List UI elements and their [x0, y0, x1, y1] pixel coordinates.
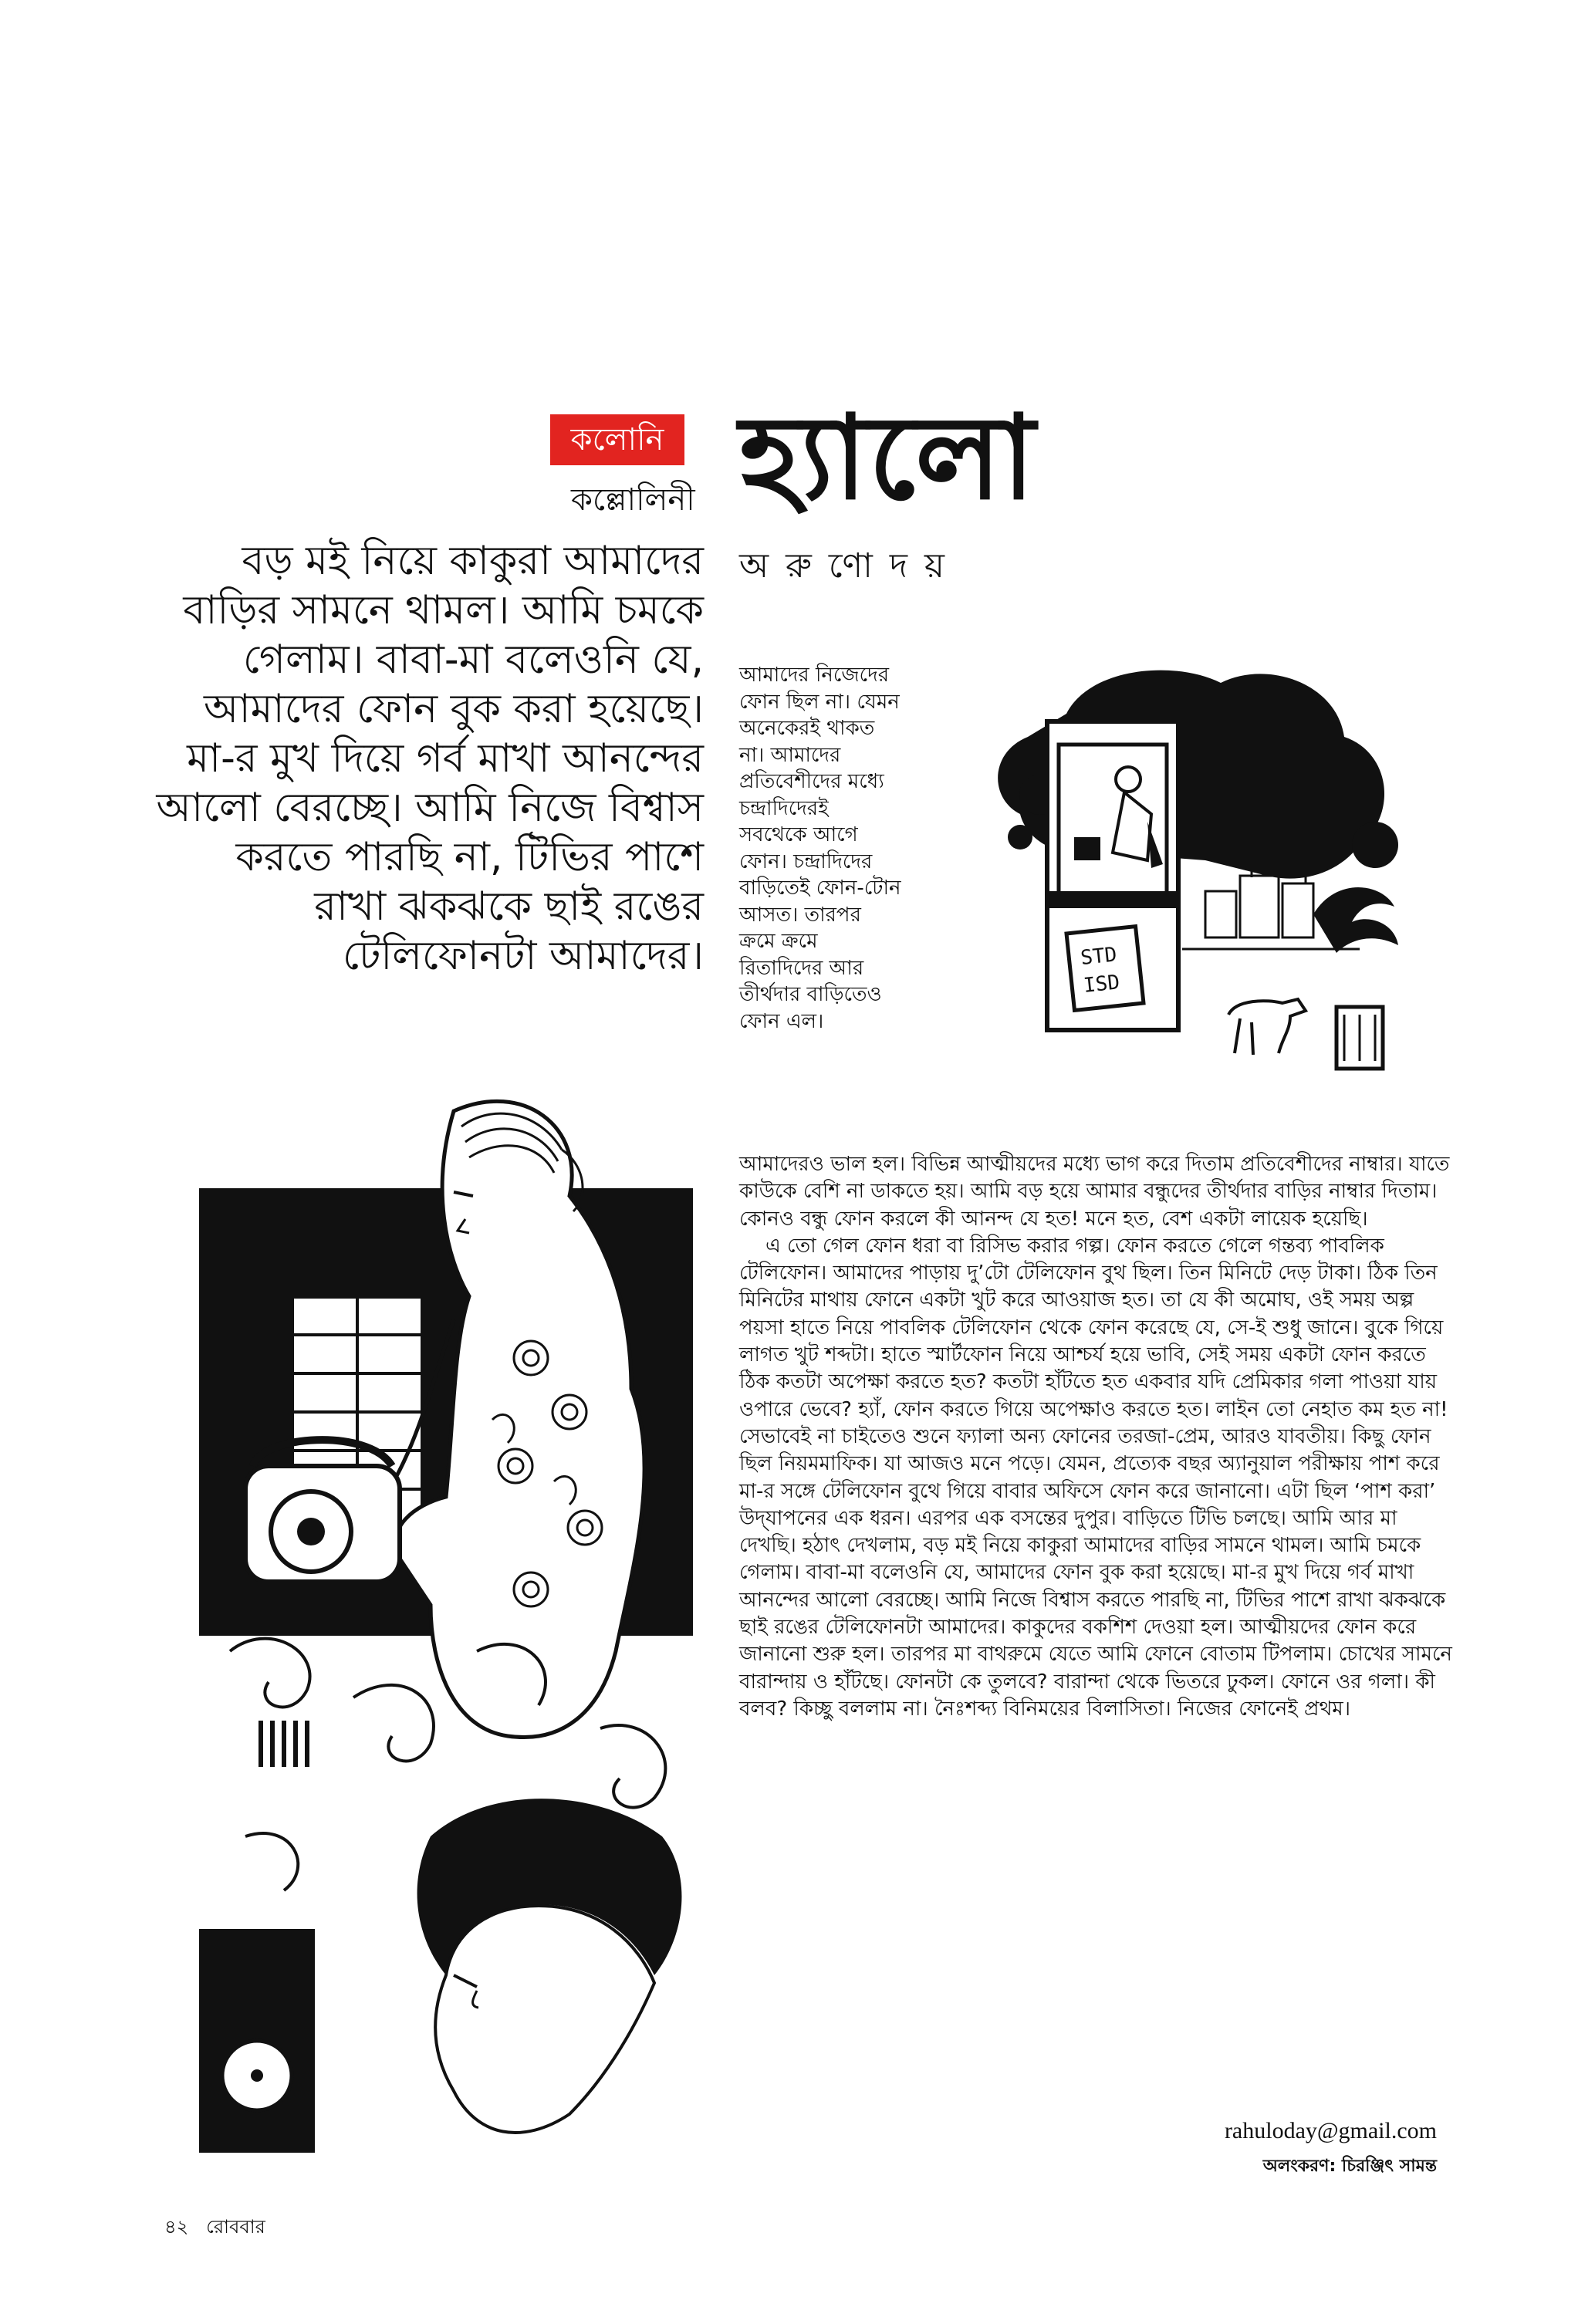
intro-line: রিতাদিদের আর [739, 956, 864, 980]
intro-line: চন্দ্রাদিদেরই [739, 796, 829, 820]
author-email[interactable]: rahuloday@gmail.com [1224, 2118, 1437, 2143]
page-footer [164, 2213, 265, 2244]
intro-line: সবথেকে আগে [739, 823, 858, 846]
booth-sign-std: STD [1079, 943, 1118, 971]
magazine-name: রোববার [206, 2216, 265, 2238]
column-badge: কলোনি [550, 414, 684, 465]
intro-text [739, 662, 971, 1035]
intro-line: বাড়িতেই ফোন-টোন [739, 877, 901, 900]
intro-line: ফোন এল। [739, 1009, 824, 1033]
phone-booth-illustration [974, 660, 1406, 1092]
intro-line: প্রতিবেশীদের মধ্যে [739, 770, 884, 793]
intro-line: তীর্থদার বাড়িতেও [739, 983, 882, 1006]
body-paragraph: এ তো গেল ফোন ধরা বা রিসিভ করার গল্প। ফোন করতে গেলে গন্তব্য পাবলিক টেলিফোন। আমাদের পাড়ায় দু’টো টেলিফোন বুথ ছিল। তিন মিনিটে দেড় টাকা। ঠিক তিন মিনিটের মাথায় ফোনে একটা খুট করে আওয়াজ হত। তা যে কী অমোঘ, ওই সময় অল্প পয়সা হাতে নিয়ে পাবলিক টেলিফোন থেকে ফোন করেছে যে, সে-ই শুধু জানে। বুকে গিয়ে লাগত খুট শব্দটা। হাতে স্মার্টফোন নিয়ে আশ্চর্য হয়ে ভাবি, সেই সময় একটা ফোন করতে ঠিক কতটা অপেক্ষা করতে হত? কতটা হাঁটতে হত একবার যদি প্রেমিকার গলা পাওয়া যায় ওপারে ভেবে? হ্যাঁ, ফোন করতে গিয়ে অপেক্ষাও করতে হত। লাইন তো নেহাত কম হত না! সেভাবেই না চাইতেও শুনে ফ্যালা অন্য ফোনের তরজা-প্রেম, আরও যাবতীয়। কিছু ফোন ছিল নিয়মমাফিক। যা আজও মনে পড়ে। যেমন, প্রত্যেক বছর অ্যানুয়াল পরীক্ষায় পাশ করে মা-র সঙ্গে টেলিফোন বুথে গিয়ে বাবার অফিসে ফোন করে জানানো। এটা ছিল ‘পাশ করা’ উদ্‌যাপনের এক ধরন। এরপর এক বসন্তের দুপুর। বাড়িতে টিভি চলছে। আমি আর মা দেখছি। হঠাৎ দেখলাম, বড় মই নিয়ে কাকুরা আমাদের বাড়ির সামনে থামল। আমি চমকে গেলাম। বাবা-মা বলেওনি যে, আমাদের ফোন বুক করা হয়েছে। মা-র মুখ দিয়ে গর্ব মাখা আনন্দের আলো বেরচ্ছে। আমি নিজে বিশ্বাস করতে পারছি না, টিভির পাশে রাখা ঝকঝকে ছাই রঙের টেলিফোনটা আমাদের। কাকুদের বকশিশ দেওয়া হল। আত্মীয়দের ফোন করে জানানো শুরু হল। তারপর মা বাথরুমে যেতে আমি ফোনে বোতাম টিপলাম। চোখের সামনে বারান্দায় ও হাঁটছে। ফোনটা কে তুলবে? বারান্দা থেকে ভিতরে ঢুকল। ফোনে ওর গলা। কী বলব? কিচ্ছু বললাম না। নৈঃশব্দ্য বিনিময়ের বিলাসিতা। নিজের ফোনেই প্রথম। [739, 1234, 1452, 1721]
article-author: অরুণোদয় [739, 546, 961, 586]
pull-quote: বড় মই নিয়ে কাকুরা আমাদের বাড়ির সামনে থামল। আমি চমকে গেলাম। বাবা-মা বলেওনি যে, আমাদের ফোন বুক করা হয়েছে। মা-র মুখ দিয়ে গর্ব মাখা আনন্দের আলো বেরচ্ছে। আমি নিজে বিশ্বাস করতে পারছি না, টিভির পাশে রাখা ঝকঝকে ছাই রঙের টেলিফোনটা আমাদের। [156, 538, 704, 979]
intro-line: আমাদের নিজেদের [739, 664, 890, 687]
page-number: ৪২ [164, 2216, 189, 2238]
article-body [739, 1151, 1457, 1723]
intro-line: অনেকেরই থাকত [739, 717, 875, 740]
illustration-credit: অলংকরণ: চিরঞ্জিৎ সামন্ত [1262, 2157, 1437, 2176]
article-headline: হ্যালো [739, 390, 1037, 525]
booth-sign-isd: ISD [1082, 971, 1121, 998]
intro-line: না। আমাদের [739, 743, 841, 767]
body-paragraph: আমাদেরও ভাল হল। বিভিন্ন আত্মীয়দের মধ্যে ভাগ করে দিতাম প্রতিবেশীদের নাম্বার। যাতে কাউকে বেশি না ডাকতে হয়। আমি বড় হয়ে আমার বন্ধুদের তীর্থদার বাড়ির নাম্বার দিতাম। কোনও বন্ধু ফোন করলে কী আনন্দ যে হত! মনে হত, বেশ একটা লায়েক হয়েছি। [739, 1153, 1450, 1231]
woman-telephone-illustration [199, 1065, 708, 2160]
intro-line: ফোন ছিল না। যেমন [739, 690, 900, 714]
column-name: কল্লোলিনী [571, 482, 695, 518]
intro-line: ক্রমে ক্রমে [739, 930, 818, 953]
intro-line: আসত। তারপর [739, 903, 861, 927]
intro-line: ফোন। চন্দ্রাদিদের [739, 850, 873, 873]
